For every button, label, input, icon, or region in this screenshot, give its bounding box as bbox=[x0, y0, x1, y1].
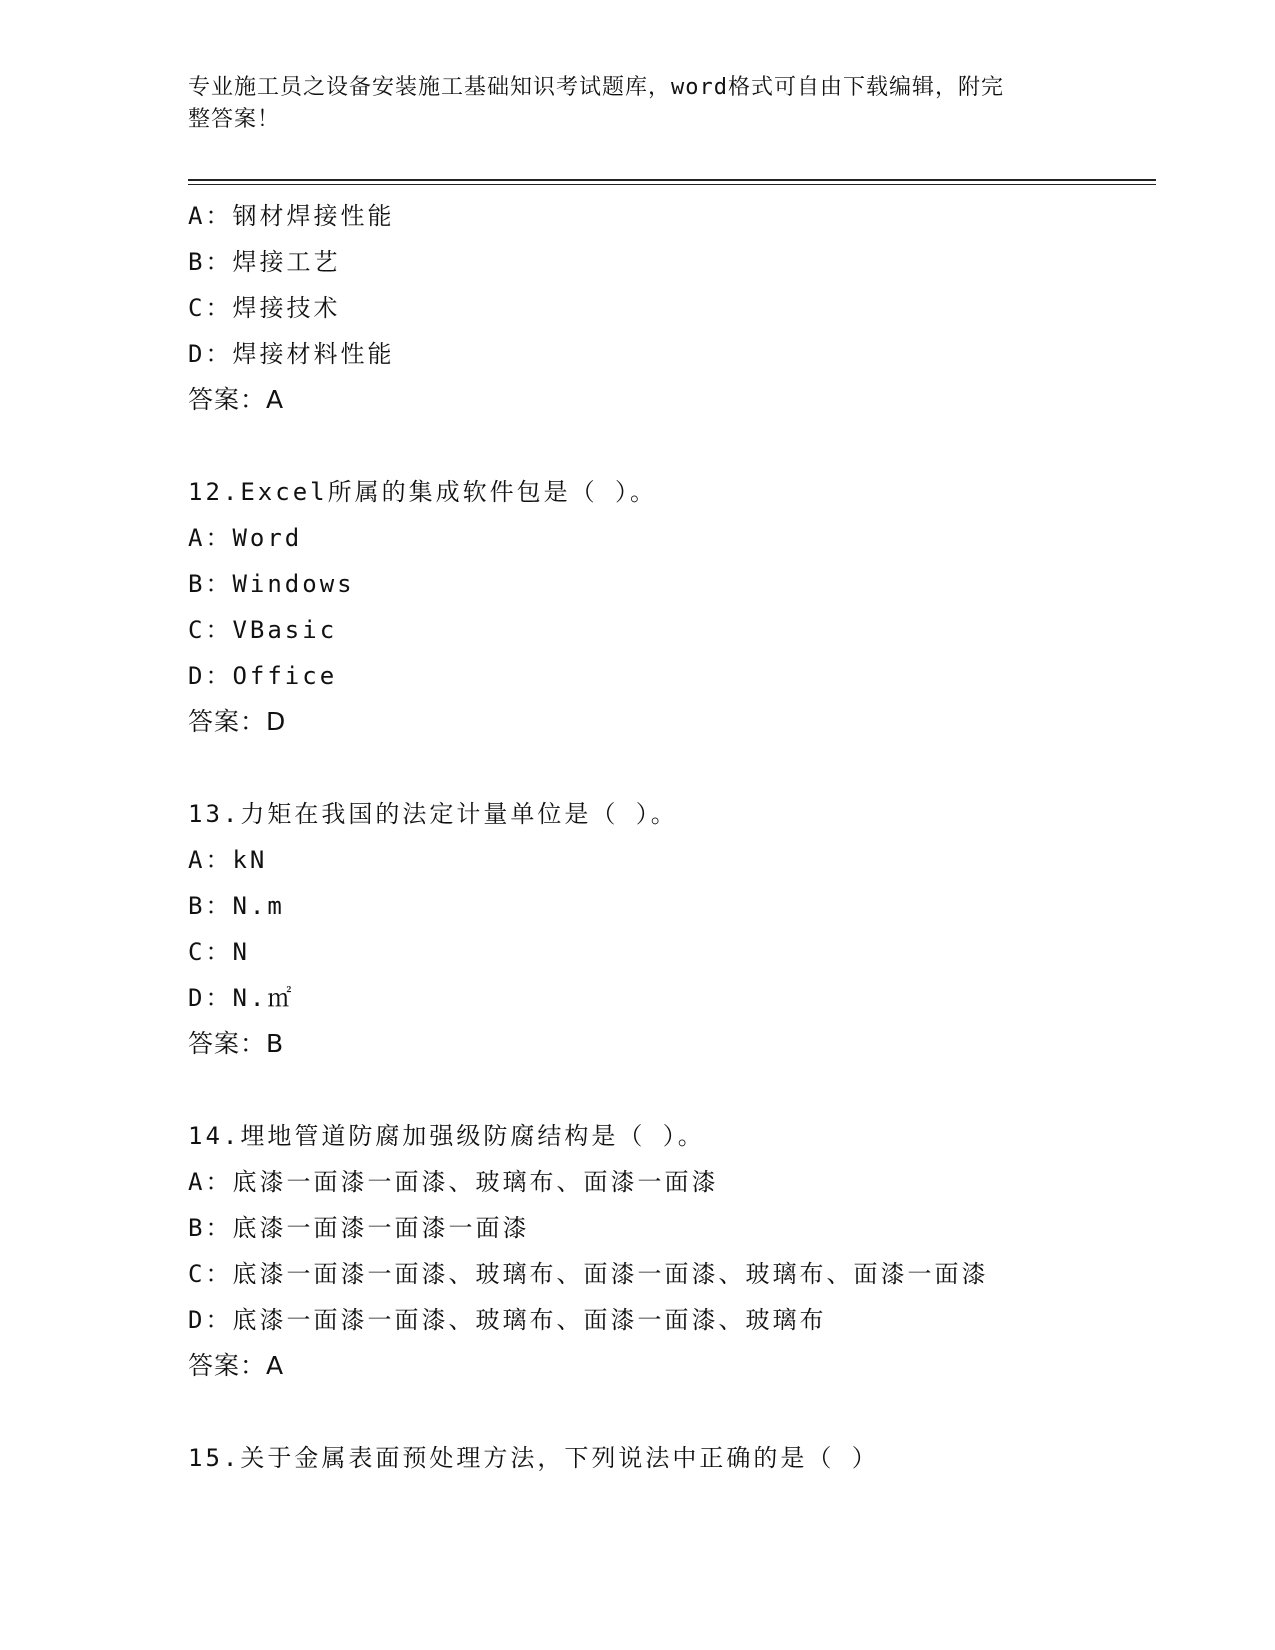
question-11-continued bbox=[188, 193, 1148, 423]
option-b: B：Windows bbox=[188, 570, 355, 598]
header-divider-thin bbox=[188, 184, 1156, 185]
question-13 bbox=[188, 791, 1148, 1067]
answer-line: 答案：B bbox=[188, 1029, 285, 1058]
answer-line: 答案：A bbox=[188, 385, 285, 414]
header-divider-thick bbox=[188, 179, 1156, 181]
question-15 bbox=[188, 1435, 1148, 1481]
question-14 bbox=[188, 1113, 1148, 1389]
document-header bbox=[188, 72, 1068, 136]
option-d: D：Office bbox=[188, 662, 338, 690]
option-b: B：底漆一面漆一面漆一面漆 bbox=[188, 1214, 530, 1242]
option-c: C：N bbox=[188, 938, 250, 966]
question-stem: 15.关于金属表面预处理方法，下列说法中正确的是（ ） bbox=[188, 1444, 879, 1472]
question-stem: 12.Excel所属的集成软件包是（ ）。 bbox=[188, 478, 658, 506]
option-a: A：底漆一面漆一面漆、玻璃布、面漆一面漆 bbox=[188, 1168, 719, 1196]
header-line-1: 专业施工员之设备安装施工基础知识考试题库，word格式可自由下载编辑，附完 bbox=[188, 75, 1004, 100]
question-12 bbox=[188, 469, 1148, 745]
option-a: A：kN bbox=[188, 846, 268, 874]
option-d: D：底漆一面漆一面漆、玻璃布、面漆一面漆、玻璃布 bbox=[188, 1306, 827, 1334]
option-c: C：底漆一面漆一面漆、玻璃布、面漆一面漆、玻璃布、面漆一面漆 bbox=[188, 1260, 989, 1288]
header-line-2: 整答案！ bbox=[188, 107, 281, 132]
option-d: D：焊接材料性能 bbox=[188, 340, 395, 368]
option-d: D：N.㎡ bbox=[188, 984, 295, 1012]
option-c: C：VBasic bbox=[188, 616, 338, 644]
question-stem: 13.力矩在我国的法定计量单位是（ ）。 bbox=[188, 800, 678, 828]
answer-line: 答案：D bbox=[188, 707, 287, 736]
option-a: A：钢材焊接性能 bbox=[188, 202, 395, 230]
option-c: C：焊接技术 bbox=[188, 294, 341, 322]
question-stem: 14.埋地管道防腐加强级防腐结构是（ ）。 bbox=[188, 1122, 705, 1150]
answer-line: 答案：A bbox=[188, 1351, 285, 1380]
option-a: A：Word bbox=[188, 524, 303, 552]
option-b: B：N.m bbox=[188, 892, 285, 920]
question-list bbox=[188, 193, 1148, 1481]
option-b: B：焊接工艺 bbox=[188, 248, 341, 276]
